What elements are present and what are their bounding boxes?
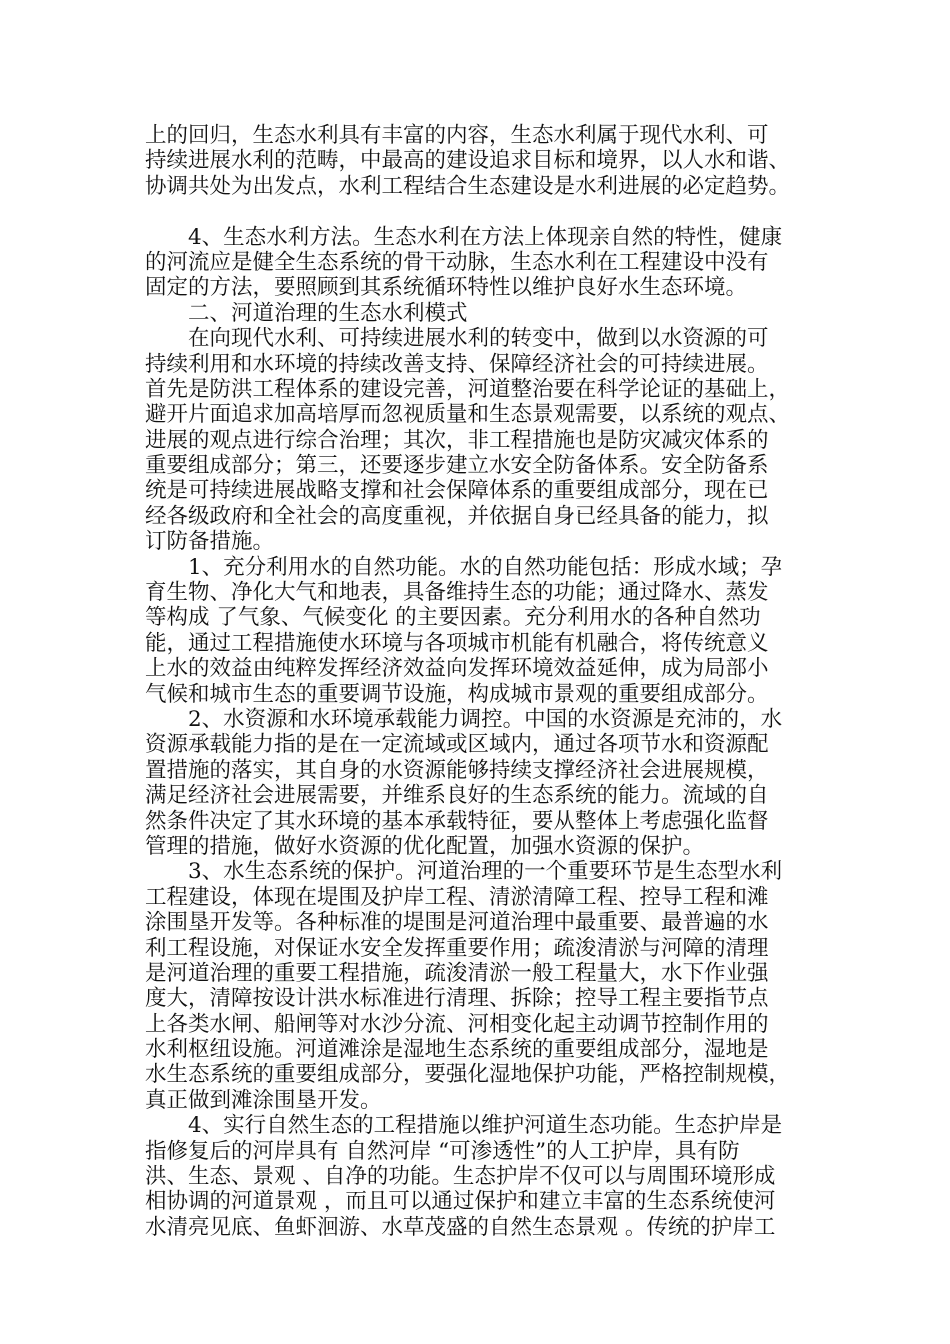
text-line: 进展的观点进行综合治理；其次，非工程措施也是防灾减灾体系的 — [145, 427, 769, 453]
text-line: 是河道治理的重要工程措施，疏浚清淤一般工程量大，水下作业强 — [145, 960, 769, 986]
text-line: 利工程设施，对保证水安全发挥重要作用；疏浚清淤与河障的清理 — [145, 935, 769, 961]
text-line: 1、充分利用水的自然功能。水的自然功能包括：形成水域；孕 — [145, 554, 783, 580]
paragraph-gap — [145, 199, 807, 224]
text-line: 4、生态水利方法。生态水利在方法上体现亲自然的特性，健康 — [145, 224, 783, 250]
text-line: 满足经济社会进展需要，并维系良好的生态系统的能力。流域的自 — [145, 783, 769, 809]
text-line: 真正做到滩涂围垦开发。 — [145, 1087, 382, 1113]
text-line: 重要组成部分；第三，还要逐步建立水安全防备体系。安全防备系 — [145, 453, 769, 479]
text-line: 然条件决定了其水环境的基本承载特征，要从整体上考虑强化监督 — [145, 808, 769, 834]
text-line: 气候和城市生态的重要调节设施，构成城市景观的重要组成部分。 — [145, 681, 769, 707]
text-line: 能，通过工程措施使水环境与各项城市机能有机融合，将传统意义 — [145, 630, 769, 656]
text-line: 相协调的河道景观 ，而且可以通过保护和建立丰富的生态系统使河 — [145, 1189, 776, 1215]
text-line: 避开片面追求加高培厚而忽视质量和生态景观需要，以系统的观点、 — [145, 402, 791, 428]
text-line: 工程建设，体现在堤围及护岸工程、清淤清障工程、控导工程和滩 — [145, 884, 769, 910]
text-line: 等构成 了气象、气候变化 的主要因素。充分利用水的各种自然功 — [145, 605, 761, 631]
text-line: 置措施的落实，其自身的水资源能够持续支撑经济社会进展规模， — [145, 757, 769, 783]
text-line: 统是可持续进展战略支撑和社会保障体系的重要组成部分，现在已 — [145, 478, 769, 504]
text-line: 订防备措施。 — [145, 529, 275, 555]
document-body — [145, 123, 807, 1240]
text-line: 洪、生态、景观 、自净的功能。生态护岸不仅可以与周围环境形成 — [145, 1164, 776, 1190]
section-heading: 二、河道治理的生态水利模式 — [145, 300, 468, 326]
text-line: 协调共处为出发点，水利工程结合生态建设是水利进展的必定趋势。 — [145, 173, 791, 199]
text-line: 持续利用和水环境的持续改善支持、保障经济社会的可持续进展。 — [145, 351, 769, 377]
text-line: 经各级政府和全社会的高度重视，并依据自身已经具备的能力，拟 — [145, 503, 769, 529]
text-line: 的河流应是健全生态系统的骨干动脉，生态水利在工程建设中没有 — [145, 249, 769, 275]
text-line: 水生态系统的重要组成部分，要强化湿地保护功能，严格控制规模， — [145, 1062, 791, 1088]
text-line: 涂围垦开发等。各种标准的堤围是河道治理中最重要、最普遍的水 — [145, 910, 769, 936]
text-line: 水利枢纽设施。河道滩涂是湿地生态系统的重要组成部分，湿地是 — [145, 1037, 769, 1063]
text-line: 育生物、净化大气和地表，具备维持生态的功能；通过降水、蒸发 — [145, 580, 769, 606]
text-line: 3、水生态系统的保护。河道治理的一个重要环节是生态型水利 — [145, 859, 783, 885]
text-line: 上水的效益由纯粹发挥经济效益向发挥环境效益延伸，成为局部小 — [145, 656, 769, 682]
text-line: 资源承载能力指的是在一定流域或区域内，通过各项节水和资源配 — [145, 732, 769, 758]
text-line: 固定的方法，要照顾到其系统循环特性以维护良好水生态环境。 — [145, 275, 748, 301]
text-line: 管理的措施，做好水资源的优化配置，加强水资源的保护。 — [145, 833, 705, 859]
text-line: 2、水资源和水环境承载能力调控。中国的水资源是充沛的，水 — [145, 706, 783, 732]
text-line: 指修复后的河岸具有 自然河岸 “可渗透性”的人工护岸，具有防 — [145, 1138, 740, 1164]
text-line: 在向现代水利、可持续进展水利的转变中，做到以水资源的可 — [145, 326, 769, 352]
text-line: 上的回归，生态水利具有丰富的内容，生态水利属于现代水利、可 — [145, 123, 769, 148]
text-line: 4、实行自然生态的工程措施以维护河道生态功能。生态护岸是 — [145, 1113, 783, 1139]
text-line: 度大，清障按设计洪水标准进行清理、拆除；控导工程主要指节点 — [145, 986, 769, 1012]
text-line: 上各类水闸、船闸等对水沙分流、河相变化起主动调节控制作用的 — [145, 1011, 769, 1037]
text-line: 水清亮见底、鱼虾洄游、水草茂盛的自然生态景观 。传统的护岸工 — [145, 1214, 776, 1240]
text-line: 持续进展水利的范畴，中最高的建设追求目标和境界，以人水和谐、 — [145, 148, 791, 174]
text-line: 首先是防洪工程体系的建设完善，河道整治要在科学论证的基础上， — [145, 376, 791, 402]
